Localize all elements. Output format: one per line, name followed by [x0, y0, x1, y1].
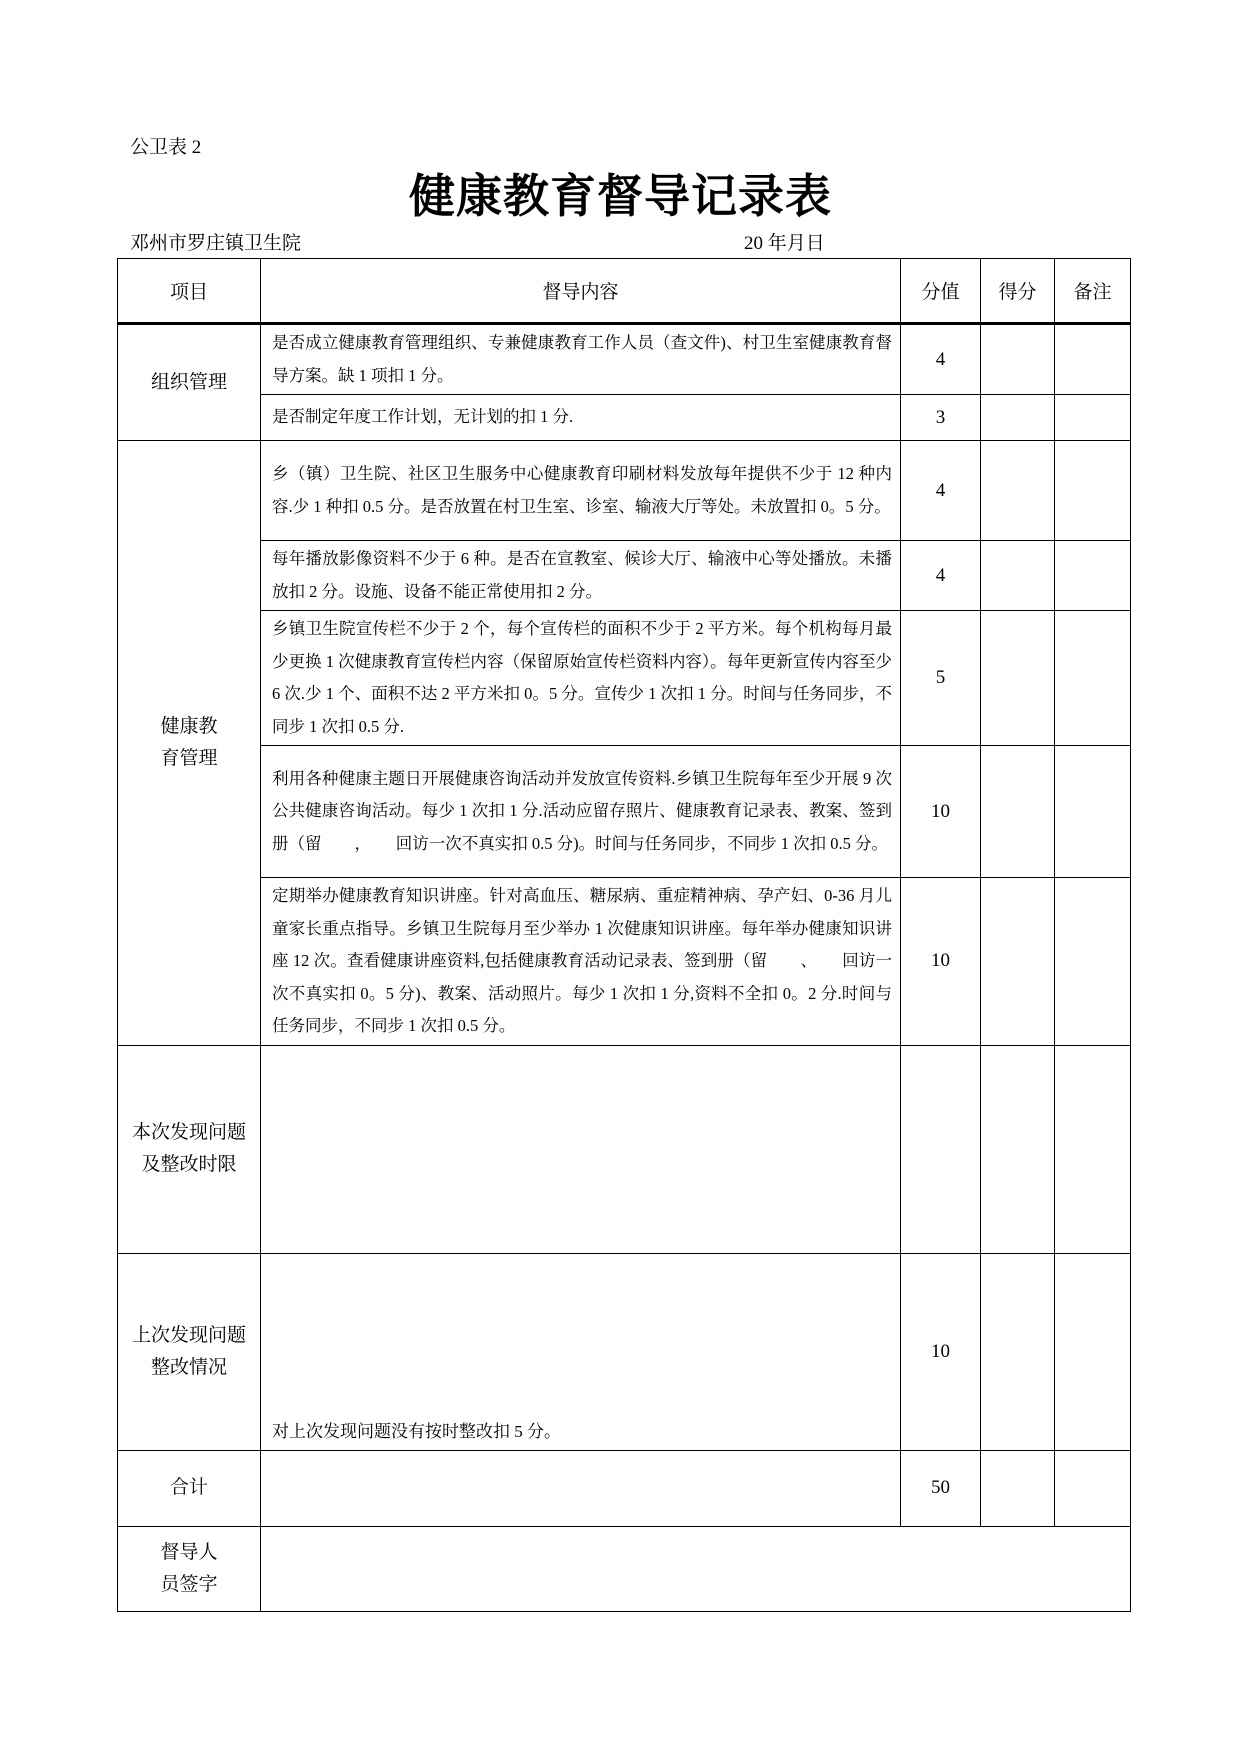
total-content — [261, 1450, 901, 1526]
remarks-cell[interactable] — [1055, 395, 1131, 441]
row-max-score: 4 — [901, 541, 981, 611]
page-title: 健康教育督导记录表 — [409, 171, 832, 222]
current-issues-max-score — [901, 1045, 981, 1253]
category-org-mgmt: 组织管理 — [118, 324, 261, 441]
score-cell[interactable] — [981, 1253, 1055, 1450]
remarks-cell[interactable] — [1055, 1045, 1131, 1253]
row-max-score: 4 — [901, 441, 981, 541]
organization-name: 邓州市罗庄镇卫生院 — [130, 233, 302, 254]
table-row — [118, 395, 1131, 441]
table-row — [118, 441, 1131, 541]
header-content: 督导内容 — [261, 259, 901, 324]
previous-issues-row — [118, 1253, 1131, 1450]
category-current-issues: 本次发现问题及整改时限 — [118, 1045, 261, 1253]
table-row — [118, 878, 1131, 1046]
remarks-cell[interactable] — [1055, 441, 1131, 541]
row-max-score: 10 — [901, 746, 981, 878]
category-total: 合计 — [118, 1450, 261, 1526]
row-content: 乡（镇）卫生院、社区卫生服务中心健康教育印刷材料发放每年提供不少于 12 种内容.少 1 种扣 0.5 分。是否放置在村卫生室、诊室、输液大厅等处。未放置扣 0。5 分。 — [261, 441, 901, 541]
previous-issues-note[interactable]: 对上次发现问题没有按时整改扣 5 分。 — [261, 1253, 901, 1450]
remarks-cell[interactable] — [1055, 746, 1131, 878]
header-score: 得分 — [981, 259, 1055, 324]
current-issues-row — [118, 1045, 1131, 1253]
score-cell[interactable] — [981, 746, 1055, 878]
date-field: 20 年月日 — [744, 233, 825, 254]
supervision-table — [117, 258, 1131, 1612]
score-cell[interactable] — [981, 395, 1055, 441]
remarks-cell[interactable] — [1055, 611, 1131, 746]
score-cell[interactable] — [981, 1045, 1055, 1253]
previous-issues-max-score: 10 — [901, 1253, 981, 1450]
table-row — [118, 324, 1131, 395]
header-max-score: 分值 — [901, 259, 981, 324]
total-score-cell[interactable] — [981, 1450, 1055, 1526]
remarks-cell[interactable] — [1055, 1253, 1131, 1450]
row-content: 定期举办健康教育知识讲座。针对高血压、糖尿病、重症精神病、孕产妇、0-36 月儿童家长重点指导。乡镇卫生院每月至少举办 1 次健康知识讲座。每年举办健康知识讲座 12 次。查看健康讲座资料,包括健康教育活动记录表、签到册（留 、 回访一次不真实扣 0。5 分)、教案、活动照片。每少 1 次扣 1 分,资料不全扣 0。2 分.时间与任务同步，不同步 1 次扣 0.5 分。 — [261, 878, 901, 1046]
category-signature: 督导人员签字 — [118, 1526, 261, 1611]
row-content: 乡镇卫生院宣传栏不少于 2 个，每个宣传栏的面积不少于 2 平方米。每个机构每月最少更换 1 次健康教育宣传栏内容（保留原始宣传栏资料内容）。每年更新宣传内容至少 6 次.少 1 个、面积不达 2 平方米扣 0。5 分。宣传少 1 次扣 1 分。时间与任务同步，不同步 1 次扣 0.5 分. — [261, 611, 901, 746]
signature-field[interactable] — [261, 1526, 1131, 1611]
row-content: 每年播放影像资料不少于 6 种。是否在宣教室、候诊大厅、输液中心等处播放。未播放扣 2 分。设施、设备不能正常使用扣 2 分。 — [261, 541, 901, 611]
row-max-score: 3 — [901, 395, 981, 441]
category-previous-issues: 上次发现问题整改情况 — [118, 1253, 261, 1450]
current-issues-input[interactable] — [261, 1045, 901, 1253]
signature-row — [118, 1526, 1131, 1611]
row-content: 是否成立健康教育管理组织、专兼健康教育工作人员（查文件)、村卫生室健康教育督导方案。缺 1 项扣 1 分。 — [261, 324, 901, 395]
score-cell[interactable] — [981, 324, 1055, 395]
header-remarks: 备注 — [1055, 259, 1131, 324]
category-edu-mgmt: 健康教育管理 — [118, 441, 261, 1046]
remarks-cell[interactable] — [1055, 878, 1131, 1046]
row-max-score: 10 — [901, 878, 981, 1046]
table-row — [118, 611, 1131, 746]
score-cell[interactable] — [981, 541, 1055, 611]
remarks-cell[interactable] — [1055, 324, 1131, 395]
table-header-row — [118, 259, 1131, 324]
score-cell[interactable] — [981, 611, 1055, 746]
table-row — [118, 541, 1131, 611]
header-item: 项目 — [118, 259, 261, 324]
remarks-cell[interactable] — [1055, 1450, 1131, 1526]
score-cell[interactable] — [981, 878, 1055, 1046]
row-max-score: 5 — [901, 611, 981, 746]
remarks-cell[interactable] — [1055, 541, 1131, 611]
form-code: 公卫表 2 — [130, 137, 202, 158]
total-row — [118, 1450, 1131, 1526]
row-max-score: 4 — [901, 324, 981, 395]
row-content: 利用各种健康主题日开展健康咨询活动并发放宣传资料.乡镇卫生院每年至少开展 9 次公共健康咨询活动。每少 1 次扣 1 分.活动应留存照片、健康教育记录表、教案、签到册（留 ， 回访一次不真实扣 0.5 分)。时间与任务同步，不同步 1 次扣 0.5 分。 — [261, 746, 901, 878]
total-max-score: 50 — [901, 1450, 981, 1526]
row-content: 是否制定年度工作计划，无计划的扣 1 分. — [261, 395, 901, 441]
table-row — [118, 746, 1131, 878]
score-cell[interactable] — [981, 441, 1055, 541]
